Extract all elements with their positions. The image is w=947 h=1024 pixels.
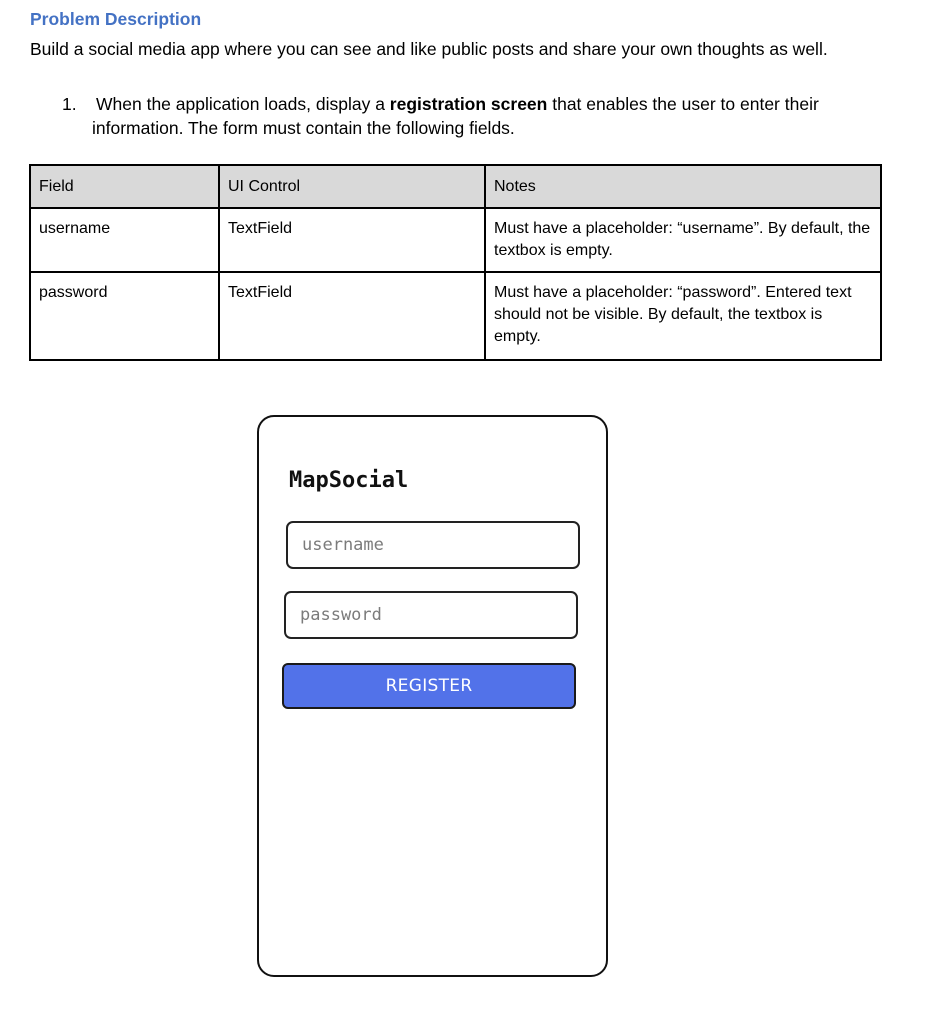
requirement-item [62,92,892,140]
requirement-number: 1. [62,94,77,114]
cell-notes: Must have a placeholder: “username”. By default, the textbox is empty. [485,208,881,272]
header-ui-control: UI Control [219,165,485,208]
requirement-text [62,92,892,140]
app-title: MapSocial [289,468,409,493]
cell-control: TextField [219,208,485,272]
requirement-bold-term: registration screen [389,94,548,114]
password-field-box [284,591,578,639]
table-row [30,272,881,360]
table-row [30,208,881,272]
header-notes: Notes [485,165,881,208]
requirement-text-before: When the application loads, display a [96,94,390,114]
register-button[interactable]: REGISTER [282,663,576,709]
cell-notes: Must have a placeholder: “password”. Entered text should not be visible. By default, the textbox is empty. [485,272,881,360]
username-input[interactable] [288,523,578,567]
intro-paragraph: Build a social media app where you can see and like public posts and share your own thoughts as well. [30,39,828,59]
username-field-box [286,521,580,569]
password-input[interactable] [286,593,576,637]
header-field: Field [30,165,219,208]
phone-mockup [257,415,608,977]
cell-field: password [30,272,219,360]
cell-field: username [30,208,219,272]
table-header-row [30,165,881,208]
requirement-text-line2: information. The form must contain the following fields. [92,118,515,138]
fields-table [29,164,882,361]
requirement-text-after: that enables the user to enter their [547,94,819,114]
section-heading: Problem Description [30,9,202,29]
cell-control: TextField [219,272,485,360]
